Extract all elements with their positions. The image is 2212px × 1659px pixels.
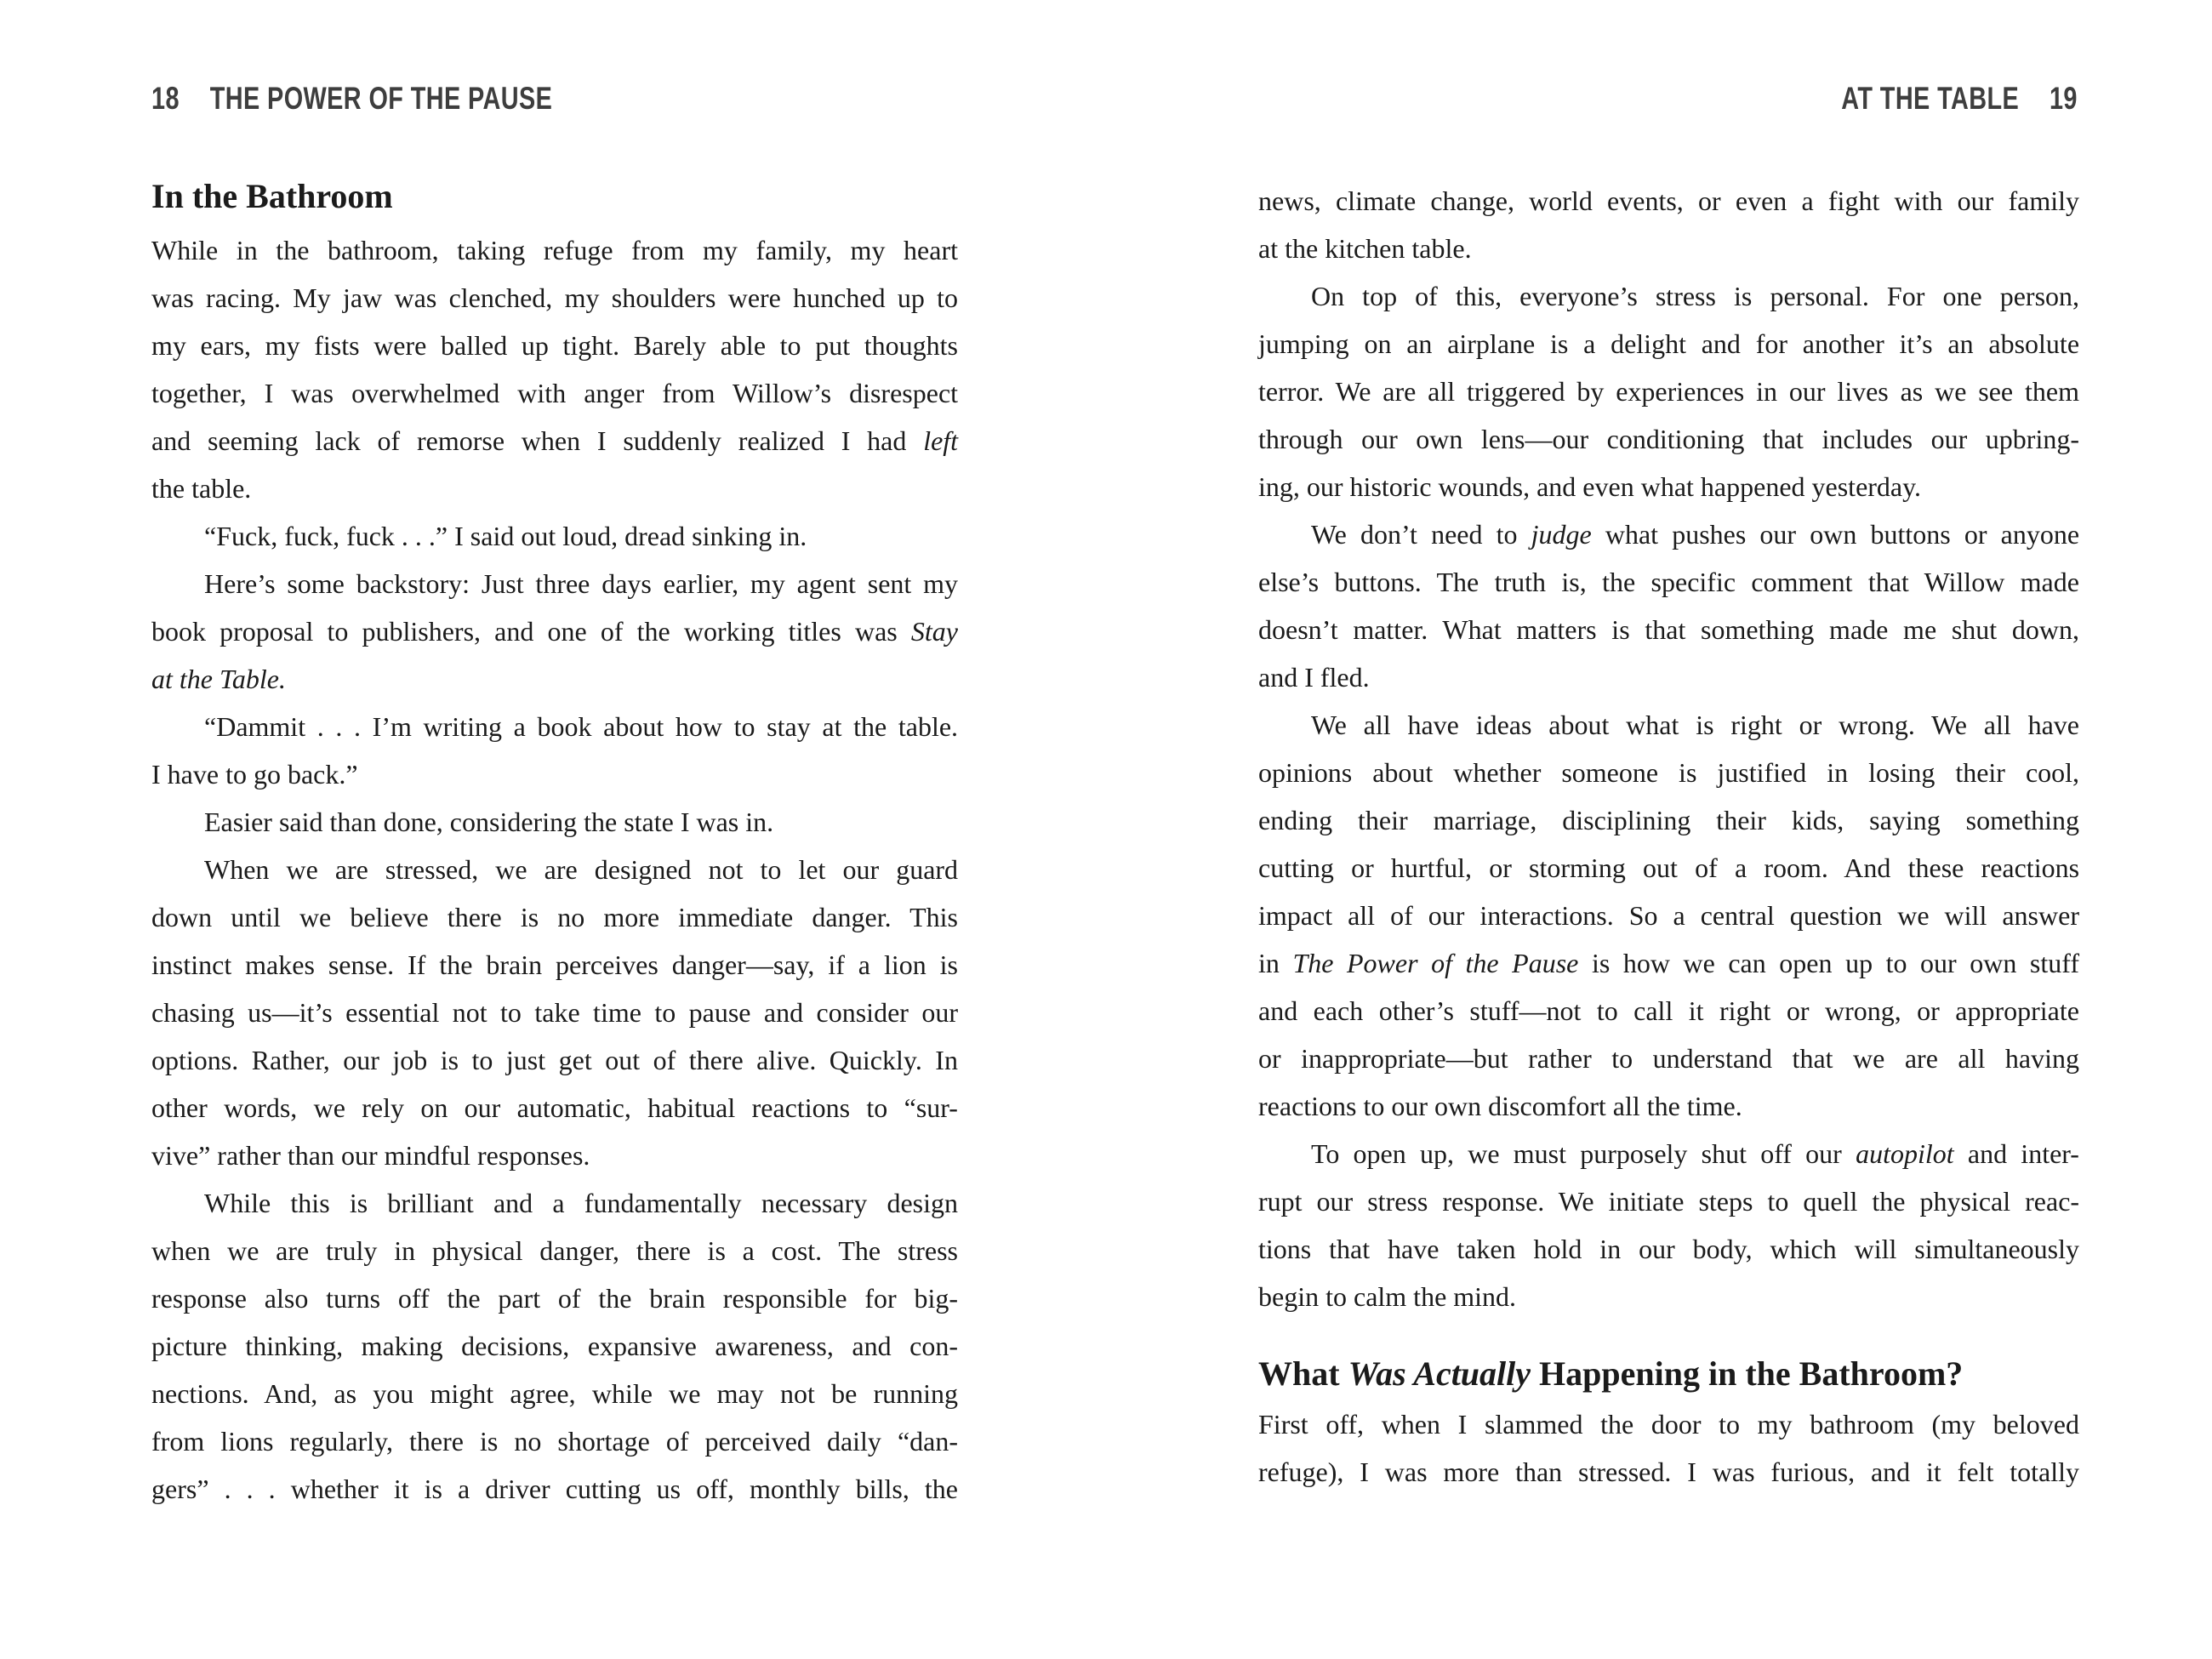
body-line: and I fled. [1258, 662, 1370, 693]
section-heading: What Was Actually Happening in the Bathroom? [1258, 1354, 1964, 1393]
body-line: gers” . . . whether it is a driver cutting us off, monthly bills, the [151, 1474, 958, 1504]
body-line: reactions to our own discomfort all the time. [1258, 1091, 1742, 1121]
body-line: We don’t need to judge what pushes our own buttons or anyone [1311, 519, 2080, 550]
body-line: options. Rather, our job is to just get out of there alive. Quickly. In [151, 1045, 958, 1075]
body-line: book proposal to publishers, and one of the working titles was Stay [151, 616, 958, 647]
body-line: chasing us—it’s essential not to take time to pause and consider our [151, 997, 958, 1028]
running-title-left: THE POWER OF THE PAUSE [209, 81, 553, 116]
body-line: We all have ideas about what is right or wrong. We all have [1311, 710, 2079, 740]
body-line: While this is brilliant and a fundamentally necessary design [204, 1188, 958, 1218]
body-line: from lions regularly, there is no shortage of perceived daily “dan- [151, 1426, 959, 1457]
body-line: nections. And, as you might agree, while we may not be running [151, 1378, 959, 1409]
body-line: doesn’t matter. What matters is that something made me shut down, [1258, 614, 2079, 645]
page-right [1106, 0, 2212, 1659]
body-line: vive” rather than our mindful responses. [151, 1140, 590, 1171]
running-title-right: AT THE TABLE [1841, 81, 2020, 116]
page-number-right: 19 [2050, 81, 2078, 116]
body-line: First off, when I slammed the door to my bathroom (my beloved [1258, 1409, 2079, 1440]
body-line: rupt our stress response. We initiate steps to quell the physical reac- [1258, 1186, 2080, 1217]
body-line: other words, we rely on our automatic, habitual reactions to “sur- [151, 1092, 958, 1123]
body-line: together, I was overwhelmed with anger from Willow’s disrespect [151, 378, 959, 408]
body-line: or inappropriate—but rather to understand that we are all having [1258, 1043, 2079, 1074]
body-line: at the Table. [151, 664, 286, 694]
page-body-right [1258, 177, 2079, 1496]
body-line: instinct makes sense. If the brain perceives danger—say, if a lion is [151, 949, 958, 980]
body-line: news, climate change, world events, or even a fight with our family [1258, 185, 2080, 216]
body-line: cutting or hurtful, or storming out of a room. And these reactions [1258, 852, 2080, 883]
running-head-left [151, 82, 552, 116]
body-line: down until we believe there is no more immediate danger. This [151, 902, 959, 932]
body-line: terror. We are all triggered by experiences in our lives as we see them [1258, 376, 2079, 407]
body-line: When we are stressed, we are designed not to let our guard [204, 854, 959, 885]
body-line: opinions about whether someone is justified in losing their cool, [1258, 757, 2080, 788]
body-line: else’s buttons. The truth is, the specific comment that Willow made [1258, 567, 2079, 597]
body-line: I have to go back.” [151, 759, 358, 790]
page-body-left [151, 177, 958, 1513]
running-head-right [1841, 82, 2078, 116]
body-line: jumping on an airplane is a delight and for another it’s an absolute [1258, 328, 2080, 359]
body-line: at the kitchen table. [1258, 233, 1472, 264]
body-line: On top of this, everyone’s stress is personal. For one person, [1311, 281, 2080, 311]
body-line: While in the bathroom, taking refuge from my family, my heart [151, 235, 959, 265]
body-line: “Fuck, fuck, fuck . . .” I said out loud, dread sinking in. [204, 521, 807, 551]
body-line: To open up, we must purposely shut off our autopilot and inter- [1311, 1138, 2079, 1169]
body-line: through our own lens—our conditioning that includes our upbring- [1258, 424, 2080, 454]
body-line: response also turns off the part of the brain responsible for big- [151, 1283, 959, 1314]
body-line: begin to calm the mind. [1258, 1281, 1517, 1312]
body-line: in The Power of the Pause is how we can open up to our own stuff [1258, 948, 2079, 978]
body-line: Here’s some backstory: Just three days earlier, my agent sent my [204, 568, 959, 599]
page-number-left: 18 [151, 81, 180, 116]
body-line: the table. [151, 473, 252, 504]
body-line: “Dammit . . . I’m writing a book about how to stay at the table. [204, 711, 959, 742]
body-line: Easier said than done, considering the state I was in. [204, 807, 774, 837]
section-heading: In the Bathroom [151, 177, 393, 215]
body-line: my ears, my fists were balled up tight. Barely able to put thoughts [151, 330, 958, 361]
body-line: picture thinking, making decisions, expansive awareness, and con- [151, 1331, 959, 1361]
body-line: ing, our historic wounds, and even what happened yesterday. [1258, 471, 1922, 502]
body-line: impact all of our interactions. So a central question we will answer [1258, 900, 2079, 931]
body-line: when we are truly in physical danger, there is a cost. The stress [151, 1235, 959, 1266]
body-line: was racing. My jaw was clenched, my shoulders were hunched up to [151, 282, 959, 313]
body-line: tions that have taken hold in our body, which will simultaneously [1258, 1234, 2080, 1264]
body-line: refuge), I was more than stressed. I was furious, and it felt totally [1258, 1457, 2079, 1487]
body-line: ending their marriage, disciplining their kids, saying something [1258, 805, 2079, 835]
body-line: and each other’s stuff—not to call it right or wrong, or appropriate [1258, 995, 2079, 1026]
body-line: and seeming lack of remorse when I suddenly realized I had left [151, 425, 959, 456]
